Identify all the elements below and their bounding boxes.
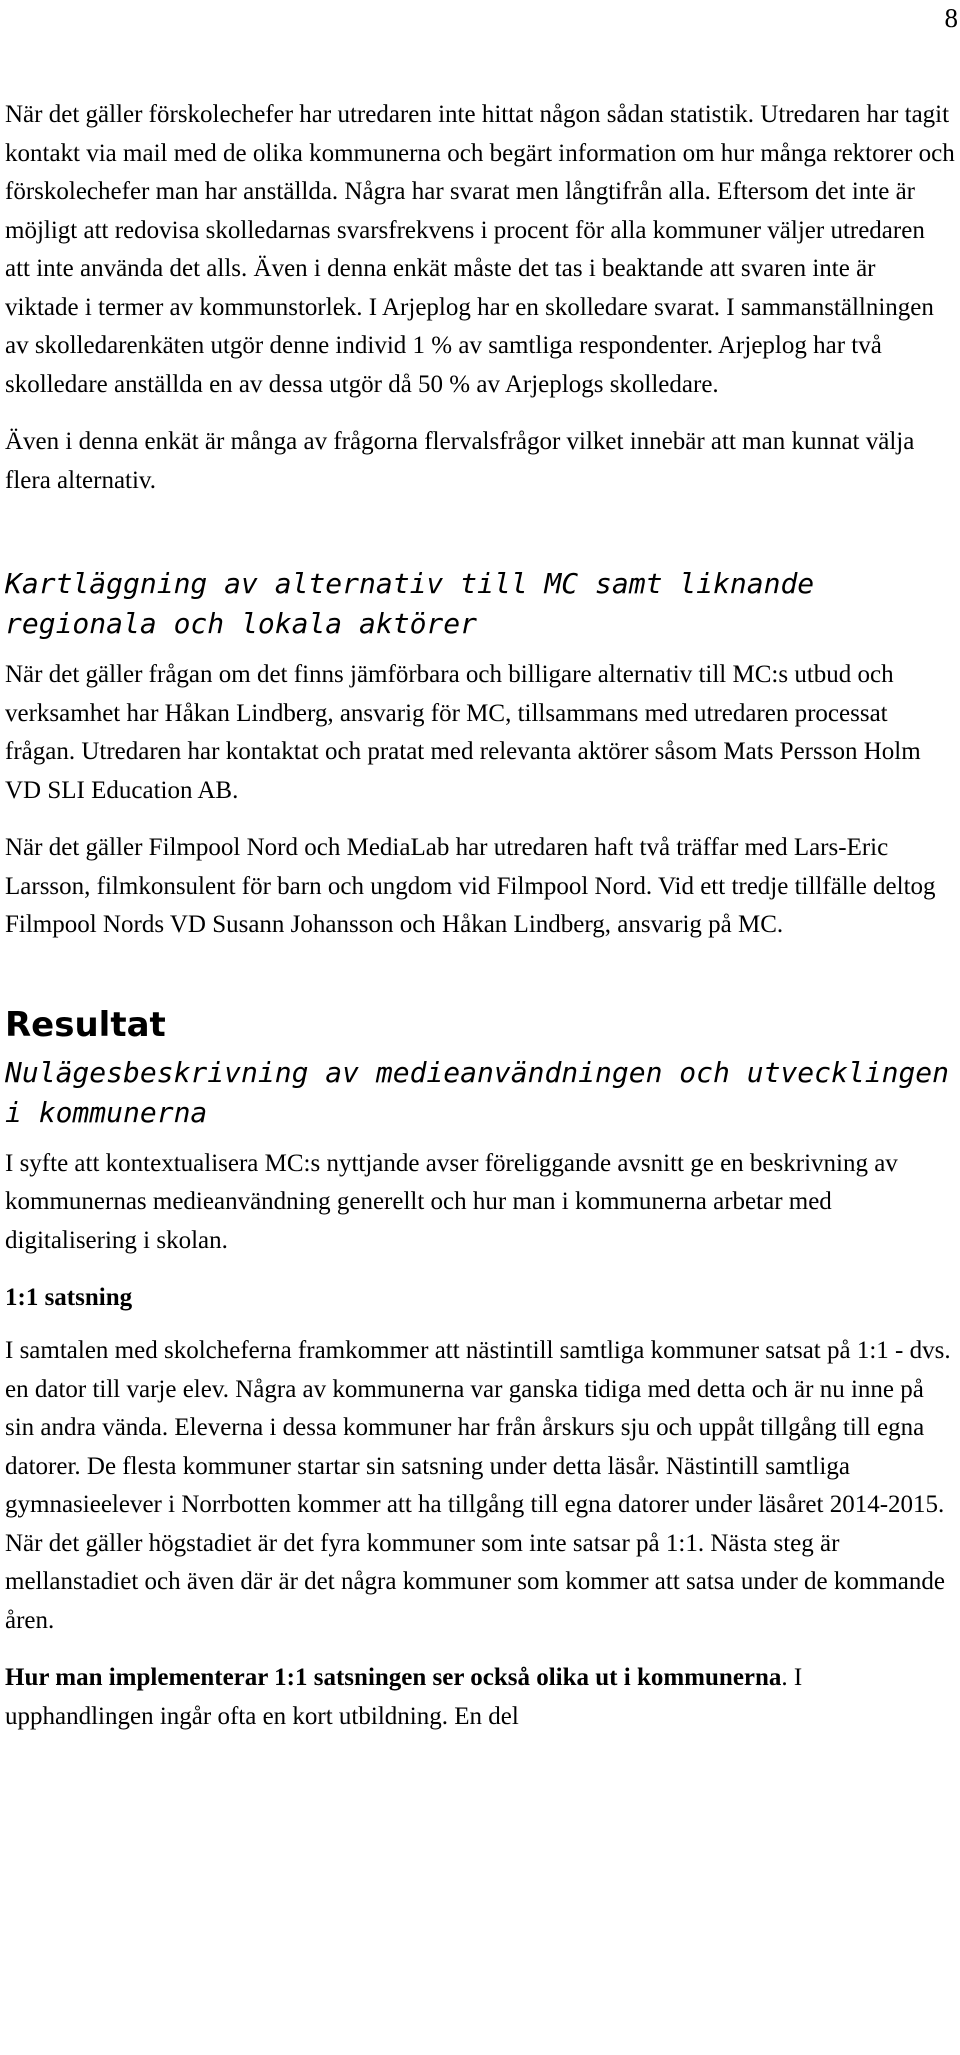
section-heading-nulagesbeskrivning: Nulägesbeskrivning av medieanvändningen och utvecklingen i kommunerna xyxy=(5,1055,950,1129)
implementering-bold-lead: Hur man implementerar 1:1 satsningen ser också olika ut i kommunerna xyxy=(5,1664,782,1691)
paragraph-implementering xyxy=(5,1659,955,1736)
document-body xyxy=(5,96,955,1755)
heading-resultat: Resultat xyxy=(5,1004,166,1045)
paragraph-flervalsfragor: Även i denna enkät är många av frågorna flervalsfrågor vilket innebär att man kunnat välja flera alternativ. xyxy=(5,428,915,494)
implementering-text: . I upphandlingen ingår ofta en kort utbildning. En del xyxy=(5,1664,803,1730)
paragraph-filmpool: När det gäller Filmpool Nord och MediaLab har utredaren haft två träffar med Lars-Eric Larsson, filmkonsulent för barn och ungdom vid Filmpool Nord. Vid ett tredje tillfälle deltog Filmpool Nords VD Susann Johansson och Håkan Lindberg, ansvarig på MC. xyxy=(5,834,936,938)
section-heading-kartlaggning: Kartläggning av alternativ till MC samt liknande regionala och lokala aktörer xyxy=(5,567,815,640)
page-number: 8 xyxy=(944,3,958,33)
paragraph-samtalen: I samtalen med skolcheferna framkommer att nästintill samtliga kommuner satsat på 1:1 - dvs. en dator till varje elev. Några av kommunerna var ganska tidiga med detta och är nu inne på sin andra vända. Eleverna i dessa kommuner har från årskurs sju och uppåt tillgång till egna datorer. De flesta kommuner startar sin satsning under detta läsår. Nästintill samtliga gymnasieelever i Norrbotten kommer att ha tillgång till egna datorer under läsåret 2014-2015. När det gäller högstadiet är det fyra kommuner som inte satsar på 1:1. Nästa steg är mellanstadiet och även där är det några kommuner som kommer att satsa under de kommande åren. xyxy=(5,1337,951,1634)
subheading-satsning: 1:1 satsning xyxy=(5,1284,133,1311)
paragraph-syfte: I syfte att kontextualisera MC:s nyttjande avser föreliggande avsnitt ge en beskrivning av kommunernas medieanvändning generellt och hur man i kommunerna arbetar med digitalisering i skolan. xyxy=(5,1149,898,1254)
paragraph-alternativ: När det gäller frågan om det finns jämförbara och billigare alternativ till MC:s utbud och verksamhet har Håkan Lindberg, ansvarig för MC, tillsammans med utredaren processat frågan. Utredaren har kontaktat och pratat med relevanta aktörer såsom Mats Persson Holm VD SLI Education AB. xyxy=(5,661,921,804)
paragraph-statistik: När det gäller förskolechefer har utredaren inte hittat någon sådan statistik. Utredaren har tagit kontakt via mail med de olika kommunerna och begärt information om hur många rektorer och förskolechefer man har anställda. Några har svarat men långtifrån alla. Eftersom det inte är möjligt att redovisa skolledarnas svarsfrekvens i procent för alla kommuner väljer utredaren att inte använda det alls. Även i denna enkät måste det tas i beaktande att svaren inte är viktade i termer av kommunstorlek. I Arjeplog har en skolledare svarat. I sammanställningen av skolledarenkäten utgör denne individ 1 % av samtliga respondenter. Arjeplog har två skolledare anställda en av dessa utgör då 50 % av Arjeplogs skolledare. xyxy=(5,101,955,398)
